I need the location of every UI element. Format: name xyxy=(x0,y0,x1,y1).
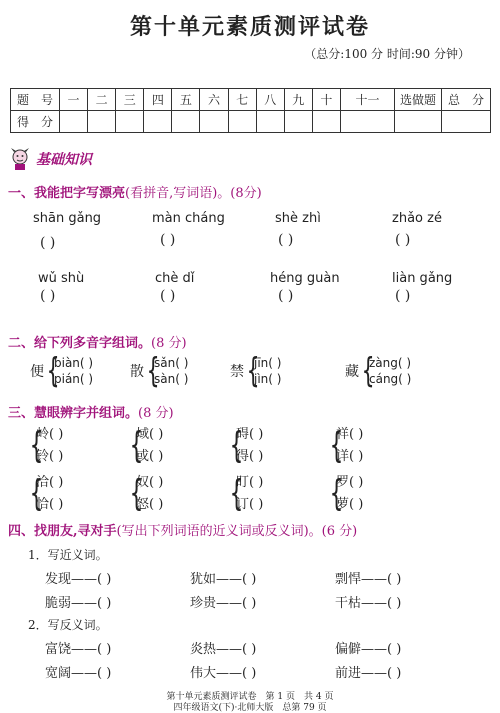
polyphone-char: 便 xyxy=(30,364,44,380)
char-blank[interactable]: 详( ) xyxy=(336,449,364,464)
answer-blank[interactable]: ( ) xyxy=(160,232,176,248)
footer-edition: 四年级语文(下)·北师大版 总第 79 页 xyxy=(173,703,327,713)
score-header-cell: 十一 xyxy=(340,89,394,111)
answer-blank[interactable]: ( ) xyxy=(160,288,176,304)
char-blank[interactable]: 盯( ) xyxy=(236,475,264,490)
polyphone-reading[interactable]: zàng( ) xyxy=(369,356,412,370)
synonym-item[interactable]: 发现——( ) xyxy=(45,572,112,587)
answer-blank[interactable]: ( ) xyxy=(278,288,294,304)
char-pair xyxy=(28,472,63,516)
synonym-item[interactable]: 脆弱——( ) xyxy=(45,596,112,611)
brace-icon: { xyxy=(129,425,144,466)
section-4-title xyxy=(8,520,357,539)
score-cell[interactable] xyxy=(88,111,116,133)
brace-icon: { xyxy=(146,351,160,391)
brace-icon: { xyxy=(246,351,260,391)
pinyin-1: shān gǎng xyxy=(33,211,102,226)
char-pair xyxy=(228,424,263,468)
char-blank[interactable]: 奴( ) xyxy=(136,475,164,490)
score-table xyxy=(10,88,491,133)
brace-icon: { xyxy=(29,473,44,514)
polyphone-char: 散 xyxy=(130,364,144,380)
synonym-item[interactable]: 犹如——( ) xyxy=(190,572,257,587)
section-1-heading: 一、我能把字写漂亮 xyxy=(8,186,126,201)
score-value-row xyxy=(11,111,491,133)
pinyin-5: wǔ shù xyxy=(38,271,85,286)
char-pair xyxy=(328,424,363,468)
section-2-heading: 二、给下列多音字组词。 xyxy=(8,336,152,351)
score-cell[interactable] xyxy=(442,111,491,133)
antonym-item[interactable]: 偏僻——( ) xyxy=(335,642,402,657)
antonym-item[interactable]: 炎热——( ) xyxy=(190,642,257,657)
section-3-note: (8 分) xyxy=(138,406,174,421)
brace-icon: { xyxy=(46,351,60,391)
polyphone-reading[interactable]: sǎn( ) xyxy=(154,356,189,370)
section-2-note: (8 分) xyxy=(151,336,187,351)
polyphone-reading[interactable]: biàn( ) xyxy=(54,356,94,370)
polyphone-reading[interactable]: sàn( ) xyxy=(154,372,189,386)
exam-info: （总分:100 分 时间:90 分钟） xyxy=(304,47,470,61)
pinyin-2: màn cháng xyxy=(152,211,225,226)
antonym-subtitle: 2．写反义词。 xyxy=(28,618,108,632)
char-pair xyxy=(128,424,163,468)
char-pair xyxy=(228,472,263,516)
brace-icon: { xyxy=(229,425,244,466)
section-4-note: (写出下列词语的近义词或反义词)。(6 分) xyxy=(116,524,358,539)
pinyin-4: zhǎo zé xyxy=(392,211,442,226)
score-cell[interactable] xyxy=(312,111,340,133)
answer-blank[interactable]: ( ) xyxy=(40,288,56,304)
char-blank[interactable]: 岭( ) xyxy=(36,427,64,442)
brace-icon: { xyxy=(29,425,44,466)
char-blank[interactable]: 铃( ) xyxy=(36,449,64,464)
char-blank[interactable]: 得( ) xyxy=(236,449,264,464)
synonym-item[interactable]: 剽悍——( ) xyxy=(335,572,402,587)
brace-icon: { xyxy=(329,473,344,514)
score-cell[interactable] xyxy=(340,111,394,133)
score-cell[interactable] xyxy=(200,111,228,133)
antonym-item[interactable]: 富饶——( ) xyxy=(45,642,112,657)
polyphone-group xyxy=(345,351,412,391)
char-pair xyxy=(328,472,363,516)
score-header-cell: 一 xyxy=(60,89,88,111)
score-cell[interactable] xyxy=(256,111,284,133)
score-row-label: 得 分 xyxy=(11,111,60,133)
section-2-title xyxy=(8,332,187,351)
score-header-cell: 七 xyxy=(228,89,256,111)
polyphone-reading[interactable]: pián( ) xyxy=(54,372,94,386)
polyphone-char: 藏 xyxy=(345,364,359,380)
score-header-cell: 三 xyxy=(116,89,144,111)
pinyin-3: shè zhì xyxy=(275,211,321,226)
pinyin-7: héng guàn xyxy=(270,271,340,286)
char-blank[interactable]: 域( ) xyxy=(136,427,164,442)
polyphone-reading[interactable]: jìn( ) xyxy=(254,372,282,386)
char-pair xyxy=(128,472,163,516)
score-cell[interactable] xyxy=(228,111,256,133)
score-header-cell: 八 xyxy=(256,89,284,111)
brace-icon: { xyxy=(329,425,344,466)
score-header-cell: 题 号 xyxy=(11,89,60,111)
polyphone-group xyxy=(30,351,94,391)
score-header-row xyxy=(11,89,491,111)
section-1-note: (看拼音,写词语)。(8分) xyxy=(125,186,262,201)
mascot-icon xyxy=(8,147,32,171)
char-blank[interactable]: 恰( ) xyxy=(36,497,64,512)
polyphone-char: 禁 xyxy=(230,364,244,380)
brace-icon: { xyxy=(361,351,375,391)
char-blank[interactable]: 祥( ) xyxy=(336,427,364,442)
score-header-cell: 五 xyxy=(172,89,200,111)
page-title: 第十单元素质测评试卷 xyxy=(129,14,370,40)
antonym-item[interactable]: 伟大——( ) xyxy=(190,666,257,681)
section-3-heading: 三、慧眼辨字并组词。 xyxy=(8,406,139,421)
score-header-cell: 十 xyxy=(312,89,340,111)
score-cell[interactable] xyxy=(116,111,144,133)
section-4-heading: 四、找朋友,寻对手 xyxy=(8,524,117,539)
synonym-item[interactable]: 珍贵——( ) xyxy=(190,596,257,611)
section-1-title xyxy=(8,182,262,201)
score-cell[interactable] xyxy=(172,111,200,133)
antonym-item[interactable]: 前进——( ) xyxy=(335,666,402,681)
char-blank[interactable]: 萝( ) xyxy=(336,497,364,512)
polyphone-reading[interactable]: jīn( ) xyxy=(254,356,282,370)
score-cell[interactable] xyxy=(284,111,312,133)
polyphone-group xyxy=(230,351,282,391)
score-cell[interactable] xyxy=(60,111,88,133)
answer-blank[interactable]: ( ) xyxy=(40,235,56,251)
char-blank[interactable]: 碍( ) xyxy=(236,427,264,442)
synonym-subtitle: 1．写近义词。 xyxy=(28,548,108,562)
score-header-cell: 总 分 xyxy=(442,89,491,111)
pinyin-8: liàn gǎng xyxy=(392,271,453,286)
brace-icon: { xyxy=(229,473,244,514)
answer-blank[interactable]: ( ) xyxy=(395,288,411,304)
polyphone-group xyxy=(130,351,189,391)
score-header-cell: 二 xyxy=(88,89,116,111)
char-blank[interactable]: 订( ) xyxy=(236,497,264,512)
char-pair xyxy=(28,424,63,468)
score-header-cell: 九 xyxy=(284,89,312,111)
score-cell[interactable] xyxy=(395,111,442,133)
char-blank[interactable]: 罗( ) xyxy=(336,475,364,490)
pinyin-6: chè dǐ xyxy=(155,271,195,286)
synonym-item[interactable]: 干枯——( ) xyxy=(335,596,402,611)
polyphone-reading[interactable]: cáng( ) xyxy=(369,372,412,386)
char-blank[interactable]: 洽( ) xyxy=(36,475,64,490)
section-3-title xyxy=(8,402,174,421)
answer-blank[interactable]: ( ) xyxy=(278,232,294,248)
badge-label: 基础知识 xyxy=(36,152,92,168)
score-cell[interactable] xyxy=(144,111,172,133)
brace-icon: { xyxy=(129,473,144,514)
antonym-item[interactable]: 宽阔——( ) xyxy=(45,666,112,681)
score-header-cell: 选做题 xyxy=(395,89,442,111)
score-header-cell: 六 xyxy=(200,89,228,111)
char-blank[interactable]: 或( ) xyxy=(136,449,164,464)
answer-blank[interactable]: ( ) xyxy=(395,232,411,248)
char-blank[interactable]: 怒( ) xyxy=(136,497,164,512)
footer-page: 第十单元素质测评试卷 第 1 页 共 4 页 xyxy=(166,692,334,702)
score-header-cell: 四 xyxy=(144,89,172,111)
section-badge xyxy=(8,146,92,172)
